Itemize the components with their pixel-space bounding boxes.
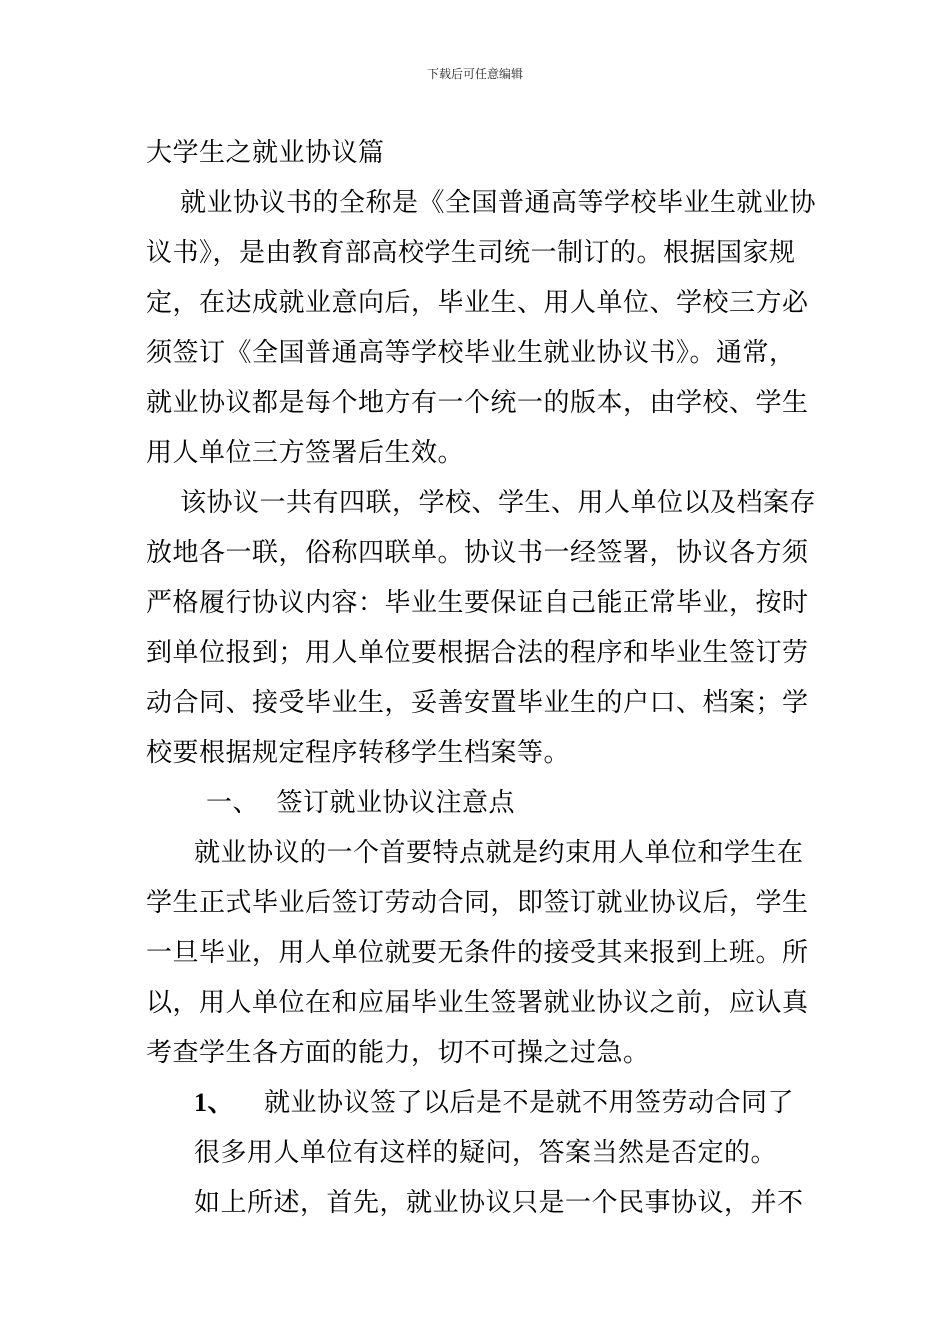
question-number: 1、: [194, 1088, 235, 1117]
paragraph-line: 学生正式毕业后签订劳动合同，即签订就业协议后，学生: [146, 888, 809, 918]
paragraph-line: 校要根据规定程序转移学生档案等。: [146, 738, 571, 768]
page-header: 下载后可任意编辑: [426, 67, 523, 81]
paragraph-line: 一旦毕业，用人单位就要无条件的接受其来报到上班。所: [146, 938, 809, 968]
paragraph-line: 很多用人单位有这样的疑问，答案当然是否定的。: [194, 1138, 778, 1168]
paragraph-line: 就业协议的一个首要特点就是约束用人单位和学生在: [194, 838, 804, 868]
paragraph-line: 动合同、接受毕业生，妥善安置毕业生的户口、档案；学: [146, 688, 809, 718]
paragraph-line: 如上所述，首先，就业协议只是一个民事协议，并不: [194, 1188, 804, 1218]
paragraph-line: 放地各一联，俗称四联单。协议书一经签署，协议各方须: [146, 538, 809, 568]
paragraph-line: 到单位报到；用人单位要根据合法的程序和毕业生签订劳: [146, 638, 809, 668]
paragraph-line: 该协议一共有四联，学校、学生、用人单位以及档案存: [180, 488, 817, 518]
paragraph-line: 考查学生各方面的能力，切不可操之过急。: [146, 1038, 650, 1068]
question-heading: [146, 1078, 816, 1128]
section-heading: [146, 778, 816, 828]
section-number: 一、: [206, 788, 260, 818]
paragraph-line: 议书》，是由教育部高校学生司统一制订的。根据国家规: [146, 238, 796, 268]
paragraph-line: 定，在达成就业意向后，毕业生、用人单位、学校三方必: [146, 288, 809, 318]
paragraph-line: 严格履行协议内容：毕业生要保证自己能正常毕业，按时: [146, 588, 809, 618]
question-heading-text: 就业协议签了以后是不是就不用签劳动合同了: [264, 1088, 795, 1118]
document-body: [146, 128, 816, 1228]
paragraph-line: 须签订《全国普通高等学校毕业生就业协议书》。通常，: [146, 338, 796, 368]
paragraph-line: 就业协议书的全称是《全国普通高等学校毕业生就业协: [180, 188, 817, 218]
document-title: 大学生之就业协议篇: [146, 138, 385, 168]
section-heading-text: 签订就业协议注意点: [276, 788, 516, 818]
paragraph-line: 以，用人单位在和应届毕业生签署就业协议之前，应认真: [146, 988, 809, 1018]
paragraph-line: 用人单位三方签署后生效。: [146, 438, 465, 468]
paragraph-line: 就业协议都是每个地方有一个统一的版本，由学校、学生: [146, 388, 809, 418]
